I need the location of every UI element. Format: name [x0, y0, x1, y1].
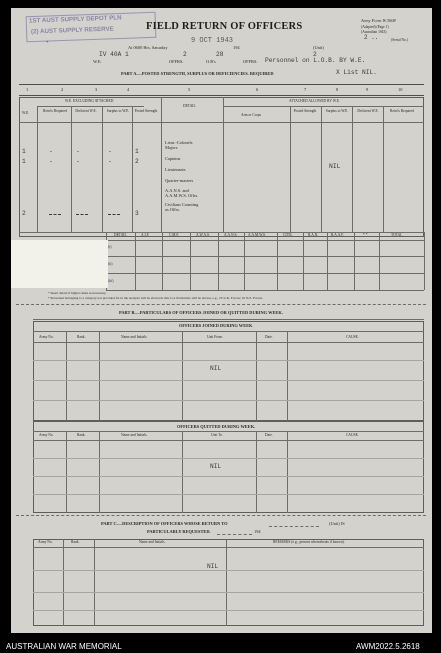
- stamp-line-1: 1ST AUST SUPPLY DEPOT PLN: [28, 14, 122, 25]
- typed-we-3: 2: [22, 210, 26, 217]
- serial-typed: 2 ..: [364, 34, 379, 41]
- part-a-col-rule-6: [223, 97, 224, 232]
- typed-dash-row3a: [49, 214, 61, 215]
- footnote-2: * Personnel belonging to a category not provided for in the analysis will be shown in this Col. Particulars will be shown, e.g., 2S U.K. Forces; 10 N.Z. Forces.: [48, 296, 263, 300]
- col-head-we: W.E.: [22, 111, 30, 115]
- footnote-1: * Insert detail of higher ranks as necessary.: [48, 291, 107, 295]
- part-c-row-rule-2: [33, 592, 424, 593]
- quitted-row-rule-2: [33, 476, 424, 477]
- detail-row-4: Lieutenants: [165, 167, 186, 172]
- part-c-unit: (Unit) IS: [329, 521, 345, 526]
- part-c-date-dots: [217, 534, 252, 535]
- part-a-col-rule-3: [102, 106, 103, 232]
- quitted-col-rule-5: [287, 431, 288, 513]
- analysis-col-rule-9: [354, 232, 355, 290]
- col-number-7: 7: [304, 87, 307, 92]
- col-head-deficient: Deficient W.E.: [75, 109, 97, 113]
- typed-dash-2: -: [49, 158, 53, 165]
- analysis-col-rule-2: [162, 232, 163, 290]
- joined-col-army: Army No.: [39, 335, 54, 339]
- stamp-line-2: (2) AUST SUPPLY RESERVE: [30, 25, 114, 36]
- part-a-col-rule-10: [383, 106, 384, 232]
- analysis-head-raaf: R.A.A.F.: [331, 233, 344, 237]
- part-c-nil: NIL: [207, 563, 219, 570]
- part-b-heading: PART B.—PARTICULARS OF OFFICERS JOINED OR QUITTED DURING WEEK.: [119, 310, 283, 315]
- part-c-col-name: Name and Initials.: [139, 540, 166, 544]
- analysis-header-rule: [106, 240, 424, 241]
- we-excluding-label: W.E. EXCLUDING ATTACHED: [65, 99, 114, 103]
- part-c-col-rank: Rank.: [71, 540, 80, 544]
- col-head-arm: Arm or Corps: [241, 113, 261, 117]
- detail-row-1: Lieut.-Colonels: [165, 140, 193, 145]
- part-a-nil: NIL: [329, 163, 341, 170]
- form-ref-1: Army Form W.3008: [361, 18, 396, 23]
- analysis-head-aans: A.A.N.S.: [224, 233, 238, 237]
- analysis-col-rule-3: [190, 232, 191, 290]
- analysis-col-rule-5: [244, 232, 245, 290]
- analysis-col-rule-6: [277, 232, 278, 290]
- detail-row-3: Captains: [165, 156, 181, 161]
- joined-col-rule-4: [256, 331, 257, 421]
- part-a-col-rule-5: [161, 97, 162, 232]
- typed-dash-6: -: [108, 158, 112, 165]
- col-head-surplus: Surplus to W.E.: [106, 109, 130, 113]
- quitted-header-rule: [33, 440, 424, 441]
- typed-dash-row3b: [76, 214, 88, 215]
- typed-we-2: 1: [22, 158, 26, 165]
- quitted-nil: NIL: [210, 463, 222, 470]
- typed-dash-row3c: [108, 214, 120, 215]
- col-number-8: 8: [336, 87, 339, 92]
- part-c-col-rule-1: [63, 539, 64, 626]
- part-b-divider: [16, 304, 426, 305]
- joined-col-cause: CAUSE.: [346, 335, 359, 339]
- analysis-head-civil: CIVIL: [283, 233, 293, 237]
- typed-dash-1: -: [49, 148, 53, 155]
- analysis-col-rule-10: [379, 232, 380, 290]
- form-sheet: [11, 8, 432, 633]
- part-a-col-rule-2: [71, 106, 72, 232]
- offrs2-label: OFFRS.: [243, 59, 258, 64]
- col-head-reints: Rein'ts Required: [43, 109, 67, 113]
- footer-accession: AWM2022.5.2618: [356, 642, 420, 651]
- col-number-6: 6: [256, 87, 259, 92]
- analysis-head-aamws: A.A.M.W.S.: [248, 233, 266, 237]
- part-c-col-rule-2: [94, 539, 95, 626]
- quitted-col-rule-1: [66, 431, 67, 513]
- quitted-col-cause: CAUSE.: [346, 433, 359, 437]
- joined-table: [33, 321, 424, 421]
- analysis-row-rule-2: [106, 273, 424, 274]
- part-c-year: 194: [254, 529, 261, 534]
- analysis-row-3: (iii): [108, 279, 114, 283]
- joined-nil: NIL: [210, 365, 222, 372]
- part-a-col-rule-1: [37, 106, 38, 232]
- form-title: FIELD RETURN OF OFFICERS: [146, 21, 303, 32]
- col-number-bottom-rule: [19, 95, 424, 96]
- analysis-head-awas: A.W.A.S.: [196, 233, 210, 237]
- quitted-col-rank: Rank.: [77, 433, 86, 437]
- joined-col-rule-3: [182, 331, 183, 421]
- quitted-col-rule-3: [182, 431, 183, 513]
- date-typed: 9 OCT 1943: [191, 37, 234, 45]
- joined-col-date: Date.: [265, 335, 273, 339]
- analysis-row-rule-3: [106, 290, 424, 291]
- ors2-typed: 2: [313, 51, 317, 58]
- quitted-col-unit: Unit To.: [211, 433, 223, 437]
- joined-col-unit: Unit From.: [207, 335, 223, 339]
- joined-col-rule-1: [66, 331, 67, 421]
- form-ref-4: (Serial No.): [391, 38, 408, 42]
- typed-posted-1: 1: [135, 148, 139, 155]
- joined-title: OFFICERS JOINED DURING WEEK: [179, 323, 253, 328]
- analysis-col-rule-4: [218, 232, 219, 290]
- quitted-row-rule-1: [33, 458, 424, 459]
- offrs-label: OFFRS.: [169, 59, 184, 64]
- form-ref-2: (Adapted) (Page 1): [361, 25, 389, 29]
- analysis-row-2: (ii): [108, 262, 113, 266]
- analysis-head-total: TOTAL: [391, 233, 403, 237]
- analysis-head-ran: R.A.N.: [308, 233, 319, 237]
- part-a-col-rule-4: [132, 106, 133, 232]
- attached-allowed-label: ATTACHED ALLOWED BY W.E.: [289, 99, 340, 103]
- quitted-col-rule-4: [256, 431, 257, 513]
- form-ref-3: (Australian 1943): [361, 30, 387, 34]
- analysis-col-rule-8: [327, 232, 328, 290]
- joined-title-rule: [33, 331, 424, 332]
- part-c-unit-dots: [269, 526, 319, 527]
- col-number-3: 3: [95, 87, 98, 92]
- quitted-table: [33, 421, 424, 513]
- attached-allowed-rule: [223, 106, 424, 107]
- col-number-5: 5: [188, 87, 191, 92]
- unit-label: (Unit): [313, 45, 324, 50]
- analysis-col-rule-1: [135, 232, 136, 290]
- col-number-4: 4: [127, 87, 130, 92]
- ors-typed: 28: [216, 51, 224, 58]
- we-excluding-rule: [37, 106, 144, 107]
- part-a-typed-note: X List NIL.: [336, 69, 377, 76]
- col-head-att-surplus: Surplus to W.E.: [325, 109, 349, 113]
- quitted-col-name: Name and Initials.: [121, 433, 148, 437]
- analysis-head-cmf: C.M.F.: [169, 233, 179, 237]
- quitted-col-date: Date.: [265, 433, 273, 437]
- col-head-detail: DETAIL: [183, 104, 196, 108]
- stamp-box: [26, 12, 157, 43]
- part-c-heading: PART C.—DESCRIPTION OF OFFICERS WHOSE RETURN TO: [101, 521, 228, 526]
- typed-dash-5: -: [108, 148, 112, 155]
- analysis-col-rule-7: [303, 232, 304, 290]
- col-head-att-deficient: Deficient W.E.: [357, 109, 379, 113]
- col-number-2: 2: [61, 87, 64, 92]
- part-a-col-rule-8: [321, 106, 322, 232]
- typed-posted-2: 2: [135, 158, 139, 165]
- part-c-divider: [16, 515, 426, 516]
- col-head-posted: Posted Strength: [134, 109, 158, 113]
- quitted-title-rule: [33, 431, 424, 432]
- joined-row-rule-3: [33, 400, 424, 401]
- part-a-col-rule-9: [352, 106, 353, 232]
- typed-posted-3: 3: [135, 210, 139, 217]
- joined-col-rule-5: [287, 331, 288, 421]
- detail-row-8: Civilians Counting: [165, 202, 199, 207]
- joined-col-rank: Rank.: [77, 335, 86, 339]
- part-b-top-rule: [33, 319, 424, 320]
- joined-col-name: Name and Initials.: [121, 335, 148, 339]
- detail-row-2: Majors: [165, 145, 178, 150]
- col-number-9: 9: [366, 87, 369, 92]
- year-label: 194: [233, 45, 240, 50]
- detail-row-5: Quarter-masters: [165, 178, 194, 183]
- quitted-row-rule-3: [33, 494, 424, 495]
- personnel-typed: Personnel on L.O.B. BY W.E.: [265, 57, 366, 64]
- detail-row-7: A.A.M.W.S. Offrs.: [165, 193, 199, 198]
- col-head-att-posted: Posted Strength: [293, 109, 317, 113]
- part-a-heading: PART A.—POSTED STRENGTH, SURPLUS OR DEFICIENCIES. REQUIRED: [121, 71, 274, 76]
- part-a-table: [19, 97, 424, 237]
- part-c-col-rule-3: [226, 539, 227, 626]
- analysis-row-1: (i): [108, 245, 112, 249]
- quitted-col-rule-2: [99, 431, 100, 513]
- part-a-col-rule-7: [290, 106, 291, 232]
- we-label: W.E.: [93, 59, 102, 64]
- paper-patch: [11, 240, 108, 288]
- unit-typed: IV 40A 1: [99, 51, 129, 58]
- quitted-col-army: Army No.: [39, 433, 54, 437]
- quitted-title: OFFICERS QUITTED DURING WEEK.: [177, 424, 256, 429]
- part-c-table: [33, 539, 424, 626]
- ors-label: O.R's: [206, 59, 216, 64]
- footer-institution: AUSTRALIAN WAR MEMORIAL: [6, 642, 122, 651]
- typed-dash-4: -: [76, 158, 80, 165]
- joined-row-rule-1: [33, 360, 424, 361]
- detail-row-6: A.A.N.S. and: [165, 188, 189, 193]
- col-number-top-rule: [19, 84, 424, 85]
- joined-row-rule-2: [33, 380, 424, 381]
- part-c-heading2: PARTICULARLY REQUESTED.: [147, 529, 211, 534]
- analysis-head-other: * *: [363, 233, 368, 237]
- analysis-col-rule-11: [424, 232, 425, 290]
- part-c-row-rule-1: [33, 570, 424, 571]
- part-c-row-rule-3: [33, 610, 424, 611]
- typed-dash-3: -: [76, 148, 80, 155]
- part-c-col-remarks: REMARKS (e.g., present whereabouts if known).: [273, 540, 345, 544]
- part-a-header-rule: [19, 122, 424, 123]
- typed-we-1: 1: [22, 148, 26, 155]
- offrs-typed: 2: [183, 51, 187, 58]
- col-number-10: 10: [398, 87, 403, 92]
- joined-header-rule: [33, 342, 424, 343]
- analysis-head-detail: DETAIL: [114, 233, 127, 237]
- at-line: At 0600 Hrs. Saturday: [128, 45, 168, 50]
- analysis-row-rule-1: [106, 256, 424, 257]
- part-c-col-army: Army No.: [38, 540, 53, 544]
- analysis-head-aif: A.I.F.: [141, 233, 150, 237]
- part-c-header-rule: [33, 547, 424, 548]
- col-head-att-reints: Rein'ts Required: [390, 109, 414, 113]
- col-number-1: 1: [26, 87, 29, 92]
- detail-row-9: as Offrs.: [165, 207, 181, 212]
- plus-mark: +: [46, 39, 49, 44]
- joined-col-rule-2: [99, 331, 100, 421]
